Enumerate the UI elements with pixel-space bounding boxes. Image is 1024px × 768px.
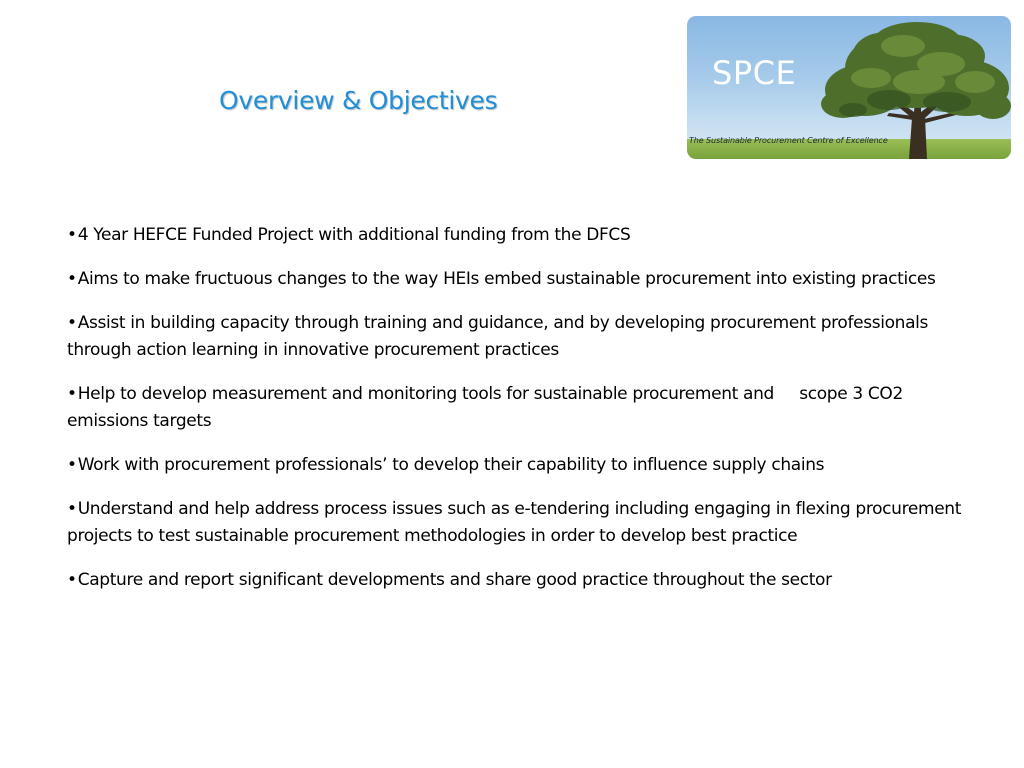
bullet-mark: • [67, 384, 77, 404]
objective-text: Aims to make fructuous changes to the way HEIs embed sustainable procurement into existing practices [77, 269, 936, 289]
bullet-mark: • [67, 455, 77, 475]
bullet-mark: • [67, 313, 77, 333]
objectives-list [67, 222, 967, 611]
bullet-mark: • [67, 499, 77, 519]
objective-item [67, 496, 967, 550]
objective-text: Work with procurement professionals’ to develop their capability to influence supply chains [77, 455, 825, 475]
objective-text: Assist in building capacity through training and guidance, and by developing procurement professionals through action learning in innovative procurement practices [67, 313, 929, 360]
logo-wordmark: SPCE [712, 54, 797, 92]
objective-item [67, 452, 967, 479]
objective-item [67, 567, 967, 594]
spce-logo [687, 16, 1011, 159]
objective-item [67, 266, 967, 293]
objective-item [67, 310, 967, 364]
objective-text: Capture and report significant developments and share good practice throughout the sector [77, 570, 832, 590]
objective-item [67, 222, 967, 249]
bullet-mark: • [67, 269, 77, 289]
slide-title: Overview & Objectives [219, 86, 498, 115]
bullet-mark: • [67, 225, 77, 245]
objective-text: 4 Year HEFCE Funded Project with additional funding from the DFCS [77, 225, 631, 245]
logo-tagline: The Sustainable Procurement Centre of Excellence [689, 136, 888, 145]
objective-text: Help to develop measurement and monitoring tools for sustainable procurement and scope 3 CO2 emissions targets [67, 384, 908, 431]
objective-item [67, 381, 967, 435]
bullet-mark: • [67, 570, 77, 590]
objective-text: Understand and help address process issues such as e-tendering including engaging in flexing procurement projects to test sustainable procurement methodologies in order to develop best practice [67, 499, 962, 546]
